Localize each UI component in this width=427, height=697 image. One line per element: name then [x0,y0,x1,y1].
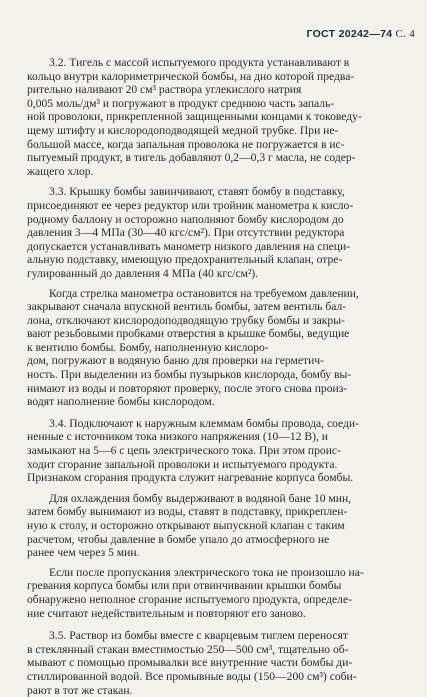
text-line: Когда стрелка манометра остановится на требуемом давлении, [49,286,359,300]
text-line: Если после пропускания электрического тока не произошло на- [49,565,364,579]
standard-number: ГОСТ 20242—74 [306,28,393,40]
text-line: большой массе, когда запальная проволока не погружается в ис- [27,137,345,151]
paragraph [27,185,411,280]
text-line: давления 3—4 МПа (30—40 кгс/см²). При отсутствии редуктора [27,226,345,240]
text-line: к вентилю бомбы. Бомбу, наполненную кислоро- [27,340,269,354]
text-line: вают резьбовыми пробками отверстия в крышке бомбы, ведущие [27,327,350,341]
text-line: обнаружено неполное сгорание испытуемого продукта, определе- [27,592,352,606]
text-line: ность. При выделении из бомбы пузырьков кислорода, бомбу вы- [27,368,352,382]
text-line: щему штифту и кислородоподводящей медной трубке. При не- [27,123,339,137]
paragraph [27,417,411,485]
paragraph [27,492,411,560]
text-line: ние считают недействительным и повторяют его заново. [27,606,306,620]
text-line: 3.2. Тигель с массой испытуемого продукта устанавливают в [49,56,350,69]
text-line: рительно наливают 20 см³ раствора углекислого натрия [27,83,302,97]
text-line: рают в тот же стакан. [27,683,133,697]
text-line: мывают с помощью промывалки все внутренние части бомбы ди- [27,656,353,670]
text-line: затем бомбу вынимают из воды, ставят в подставку, прикреплен- [27,505,348,519]
text-line: альную подставку, имеющую предохранительный клапан, отре- [27,253,343,267]
text-line: замыкают на 5—6 с цепь электрического тока. При этом проис- [27,444,341,458]
text-line: ной проволоки, прикрепленной защищенными концами к токоведу- [27,110,362,124]
paragraph [27,629,411,697]
text-line: жащего хлор. [27,164,94,178]
text-line: кольцо внутри калориметрической бомбы, на дно которой предва- [27,69,355,83]
text-line: ненные с источником тока низкого напряжения (10—12 В), и [27,430,329,444]
text-line: 0,005 моль/дм³ и погружают в продукт среднюю часть запаль- [27,96,335,110]
body-text [27,56,411,697]
text-line: дом, погружают в водяную баню для проверки на герметич- [27,354,324,368]
text-line: ную к столу, и осторожно открывают выпускной клапан с таким [27,519,345,532]
text-line: пытуемый продукт, в тигель добавляют 0,2—0,3 г масла, не содер- [27,151,356,165]
text-line: допускается устанавливать манометр низкого давления на специ- [27,239,351,253]
text-line: Признаком сгорания продукта служит нагревание корпуса бомбы. [27,471,354,485]
paragraph [27,287,411,409]
text-line: нимают из воды и повторяют проверку, после этого снова произ- [27,381,348,395]
text-line: 3.3. Крышку бомбы завинчивают, ставят бомбу в подставку, [49,185,345,199]
text-line: ранее чем через 5 мин. [27,546,140,560]
text-line: водят наполнение бомбы кислородом. [27,395,215,409]
text-line: гулированный до давления 4 МПа (40 кгс/см²). [27,266,259,280]
text-line: 3.5. Раствор из бомбы вместе с кварцевым тиглем переносят [49,629,348,643]
text-line: лона, отключают кислородоподводящую трубку бомбы и закры- [27,313,345,327]
page-header [306,28,415,40]
page-number: С. 4 [395,28,415,40]
text-line: в стеклянный стакан вместимостью 250—500 см³, тщательно об- [27,642,349,656]
paragraph [27,56,411,178]
text-line: стиллированной водой. Все промывные воды (150—200 см³) соби- [27,669,357,683]
text-line: ходит сгорание запальной проволоки и испытуемого продукта. [27,457,338,471]
text-line: закрывают сначала впускной вентиль бомбы, затем вентиль бал- [27,300,347,314]
text-line: родному баллону и осторожно наполняют бомбу кислородом до [27,212,344,226]
text-line: 3.4. Подключают к наружным клеммам бомбы провода, соеди- [49,416,359,430]
text-line: гревания корпуса бомбы или при отвинчивании крышки бомбы [27,579,342,593]
text-line: Для охлаждения бомбу выдерживают в водяной бане 10 мин, [49,491,352,505]
paragraph [27,566,411,620]
text-line: присоединяют ее через редуктор или тройник манометра к кисло- [27,198,354,212]
text-line: расчетом, чтобы давление в бомбе упало до атмосферного не [27,532,330,546]
